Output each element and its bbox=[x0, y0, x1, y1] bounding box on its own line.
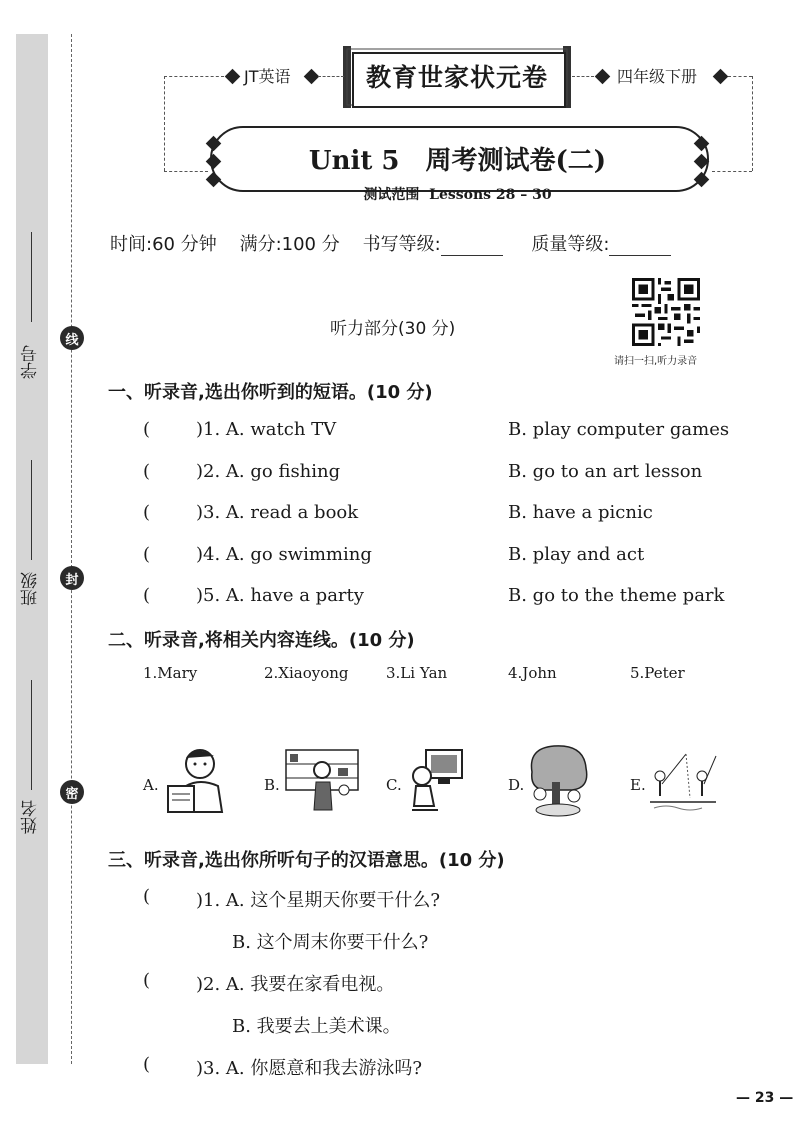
question-4-a: )4. A. go swimming bbox=[196, 544, 372, 565]
name-liyan: 3.Li Yan bbox=[386, 664, 448, 682]
section2-title: 二、听录音,将相关内容连线。(10 分) bbox=[108, 630, 415, 651]
writing-grade-label: 书写等级: bbox=[362, 234, 441, 255]
s3-question-1-b: B. 这个周末你要干什么? bbox=[232, 932, 429, 953]
name-label: 姓名 bbox=[21, 800, 41, 834]
answer-paren: ( bbox=[143, 502, 151, 523]
diamond-icon bbox=[304, 69, 320, 85]
range-label: 测试范围 bbox=[363, 187, 420, 203]
answer-paren: ( bbox=[143, 886, 151, 907]
header-dash-right bbox=[728, 76, 752, 77]
brand-title: 教育世家状元卷 bbox=[365, 63, 548, 92]
question-2-a: )2. A. go fishing bbox=[196, 461, 341, 482]
qr-caption: 请扫一扫,听力录音 bbox=[614, 356, 698, 367]
question-3-b: B. have a picnic bbox=[508, 502, 653, 523]
answer-paren: ( bbox=[143, 970, 151, 991]
diamond-icon bbox=[713, 69, 729, 85]
qr-code-icon[interactable] bbox=[632, 278, 700, 346]
s3-question-2-b: B. 我要去上美术课。 bbox=[232, 1016, 401, 1037]
header-dash-left bbox=[164, 76, 224, 77]
s3-question-3-a: )3. A. 你愿意和我去游泳吗? bbox=[196, 1058, 423, 1079]
seal-line: 线 bbox=[60, 326, 84, 350]
question-2-b: B. go to an art lesson bbox=[508, 461, 703, 482]
answer-paren: ( bbox=[143, 461, 151, 482]
question-1-b: B. play computer games bbox=[508, 419, 730, 440]
question-1-a: )1. A. watch TV bbox=[196, 419, 337, 440]
computer-illustration bbox=[404, 744, 470, 814]
student-id-line bbox=[31, 232, 32, 322]
header-dash bbox=[572, 76, 594, 77]
series-tag: JT英语 bbox=[244, 67, 291, 86]
test-title: Unit 5 周考测试卷(二) bbox=[308, 146, 607, 176]
listening-heading: 听力部分(30 分) bbox=[330, 319, 456, 339]
name-mary: 1.Mary bbox=[143, 664, 198, 682]
grade-tag: 四年级下册 bbox=[617, 67, 698, 86]
name-john: 4.John bbox=[508, 664, 557, 682]
name-line bbox=[31, 680, 32, 790]
boy-reading-illustration bbox=[160, 744, 234, 814]
section1-title: 一、听录音,选出你听到的短语。(10 分) bbox=[108, 382, 433, 403]
range-value: Lessons 28 – 30 bbox=[429, 187, 552, 203]
picnic-illustration bbox=[524, 742, 592, 818]
quality-grade-blank[interactable] bbox=[609, 239, 671, 256]
shopping-illustration bbox=[282, 744, 362, 814]
time-info: 时间:60 分钟 bbox=[110, 234, 217, 255]
header-dash bbox=[318, 76, 344, 77]
picture-label-a: A. bbox=[143, 776, 159, 794]
class-line bbox=[31, 460, 32, 560]
page-number: — 23 — bbox=[736, 1090, 794, 1106]
question-4-b: B. play and act bbox=[508, 544, 645, 565]
question-5-b: B. go to the theme park bbox=[508, 585, 725, 606]
diamond-icon bbox=[225, 69, 241, 85]
student-id-label: 学号 bbox=[21, 345, 41, 379]
picture-label-c: C. bbox=[386, 776, 402, 794]
header-dash-right-v bbox=[752, 76, 753, 171]
question-3-a: )3. A. read a book bbox=[196, 502, 359, 523]
cut-line bbox=[71, 34, 72, 1064]
header-dash-left-b bbox=[164, 171, 208, 172]
question-5-a: )5. A. have a party bbox=[196, 585, 364, 606]
exam-info bbox=[110, 230, 671, 256]
fishing-illustration bbox=[646, 746, 720, 812]
name-peter: 5.Peter bbox=[630, 664, 685, 682]
section3-title: 三、听录音,选出你所听句子的汉语意思。(10 分) bbox=[108, 850, 505, 871]
answer-paren: ( bbox=[143, 585, 151, 606]
seal-secret: 密 bbox=[60, 780, 84, 804]
s3-question-2-a: )2. A. 我要在家看电视。 bbox=[196, 974, 395, 995]
score-info: 满分:100 分 bbox=[239, 234, 340, 255]
picture-label-d: D. bbox=[508, 776, 525, 794]
diamond-icon bbox=[595, 69, 611, 85]
header-dash-right-b bbox=[712, 171, 752, 172]
answer-paren: ( bbox=[143, 1054, 151, 1075]
name-xiaoyong: 2.Xiaoyong bbox=[264, 664, 349, 682]
s3-question-1-a: )1. A. 这个星期天你要干什么? bbox=[196, 890, 441, 911]
writing-grade-blank[interactable] bbox=[441, 239, 503, 256]
answer-paren: ( bbox=[143, 544, 151, 565]
seal-seal: 封 bbox=[60, 566, 84, 590]
answer-paren: ( bbox=[143, 419, 151, 440]
picture-label-b: B. bbox=[264, 776, 280, 794]
quality-grade-label: 质量等级: bbox=[531, 234, 610, 255]
picture-label-e: E. bbox=[630, 776, 646, 794]
test-range bbox=[210, 184, 705, 204]
header-dash-left-v bbox=[164, 76, 165, 171]
class-label: 班级 bbox=[21, 572, 41, 606]
